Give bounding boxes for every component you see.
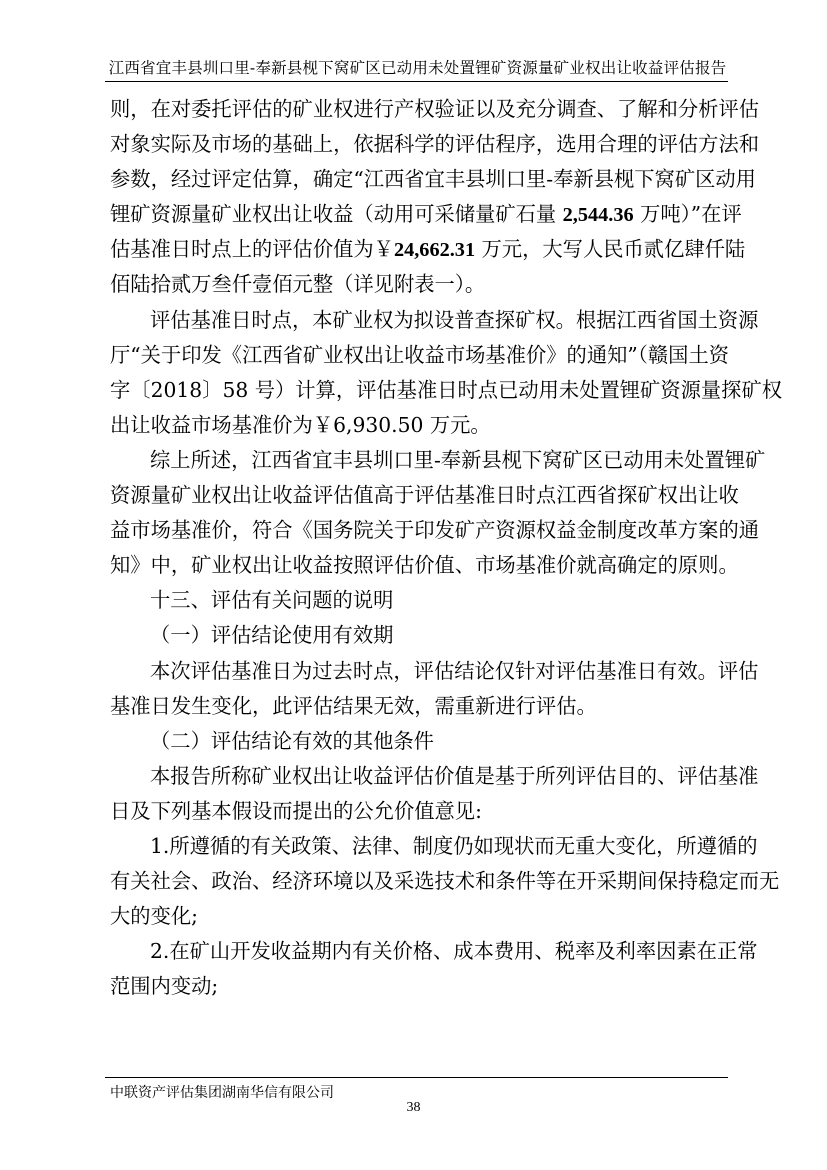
paragraph-line: 基准日发生变化，此评估结果无效，需重新进行评估。	[110, 693, 597, 718]
page-body	[110, 92, 783, 1004]
running-header: 江西省宜丰县圳口里-奉新县枧下窝矿区已动用未处置锂矿资源量矿业权出让收益评估报告	[108, 59, 727, 77]
list-item-line: 2.在矿山开发收益期内有关价格、成本费用、税率及利率因素在正常	[150, 939, 758, 964]
footer-rule	[105, 1077, 728, 1078]
paragraph-line: 知》中，矿业权出让收益按照评估价值、市场基准价就高确定的原则。	[110, 553, 739, 578]
list-item-line: 大的变化;	[110, 904, 198, 929]
paragraph-line	[110, 232, 746, 267]
paragraph-line: 参数，经过评定估算，确定“江西省宜丰县圳口里-奉新县枧下窝矿区动用	[110, 167, 756, 192]
subsection-heading: （一）评估结论使用有效期	[150, 623, 394, 648]
paragraph-line: 本次评估基准日为过去时点，评估结论仅针对评估基准日有效。评估	[150, 658, 759, 683]
text-span: 估基准日时点上的评估价值为￥	[110, 237, 394, 262]
ore-quantity-value: 2,544.36	[562, 204, 634, 227]
section-heading: 十三、评估有关问题的说明	[150, 588, 394, 613]
paragraph-line: 评估基准日时点，本矿业权为拟设普查探矿权。根据江西省国土资源	[150, 307, 759, 332]
list-item-line: 有关社会、政治、经济环境以及采选技术和条件等在开采期间保持稳定而无	[110, 869, 780, 894]
footer-company: 中联资产评估集团湖南华信有限公司	[110, 1085, 334, 1101]
paragraph-line	[110, 267, 727, 302]
paragraph-line: 对象实际及市场的基础上，依据科学的评估程序，选用合理的评估方法和	[110, 132, 760, 157]
paragraph-line: 厅“关于印发《江西省矿业权出让收益市场基准价》的通知”（赣国土资	[110, 342, 730, 367]
paragraph-line: 本报告所称矿业权出让收益评估价值是基于所列评估目的、评估基准	[150, 763, 759, 788]
text-span: 万吨）”在评	[640, 202, 742, 227]
page-number: 38	[406, 1100, 421, 1115]
text-span: 万元，大写人民币贰亿肆仟陆	[481, 237, 746, 262]
paragraph-line: 出让收益市场基准价为￥6,930.50 万元。	[110, 412, 491, 437]
paragraph-line: 字〔2018〕58 号）计算，评估基准日时点已动用未处置锂矿资源量探矿权	[110, 377, 783, 402]
list-item-line: 范围内变动;	[110, 974, 219, 999]
paragraph-line: 则，在对委托评估的矿业权进行产权验证以及充分调查、了解和分析评估	[110, 97, 760, 121]
text-span: （详见附表一）。	[333, 272, 486, 297]
header-rule	[105, 81, 728, 82]
paragraph-line: 资源量矿业权出让收益评估值高于评估基准日时点江西省探矿权出让收	[110, 483, 739, 508]
amount-in-words-cont: 佰陆拾贰万叁仟壹佰元整	[110, 272, 334, 297]
paragraph-line: 益市场基准价，符合《国务院关于印发矿产资源权益金制度改革方案的通	[110, 518, 760, 543]
paragraph-line	[110, 197, 742, 232]
subsection-heading: （二）评估结论有效的其他条件	[150, 728, 434, 753]
list-item-line: 1.所遵循的有关政策、法律、制度仍如现状而无重大变化，所遵循的	[150, 833, 758, 858]
paragraph-line: 综上所述，江西省宜丰县圳口里-奉新县枧下窝矿区已动用未处置锂矿	[150, 447, 766, 472]
paragraph-line: 日及下列基本假设而提出的公允价值意见:	[110, 798, 482, 823]
valuation-amount: 24,662.31	[393, 239, 476, 262]
text-span: 锂矿资源量矿业权出让收益（动用可采储量矿石量	[110, 202, 557, 227]
